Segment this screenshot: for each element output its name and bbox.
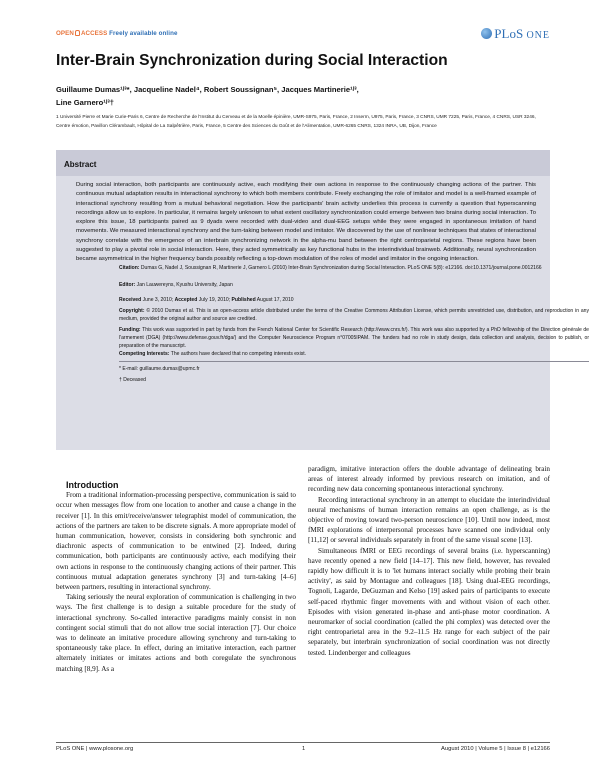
copyright: Copyright: © 2010 Dumas et al. This is an open-access article distributed under the terms of the Creative Commons Attribution License, which permits unrestricted use, distribution, and reproduction in any medium, provided the original author and source are credited. [119,308,589,322]
dates: Received June 3, 2010; Accepted July 19, 2010; Published August 17, 2010 [119,297,294,303]
page-footer [56,742,550,754]
footer-journal: PLoS ONE | www.plosone.org [56,746,134,752]
plos-globe-icon [481,28,492,39]
intro-paragraph-1: From a traditional information-processing perspective, communication is said to occur when messages flow from one location to another and cause a change in the receiver [1]. In this emit/receive/answer telegraphist model of communication, the actions of the partners are taken to be discrete signals. A more appropriate model of human communication, however, consists in considering both synchronic and diachronic aspects of communication to be entwined [2]. Indeed, during communication, both participants are continuously active, each modifying their own actions in response to the continuously changing actions of their partner. This continuous mutual adaptation generates synchrony [3] and turn-taking [4–6] between partners, resulting in interactional synchrony. [56,491,296,592]
open-access-badge [56,30,178,37]
introduction-heading: Introduction [66,480,119,490]
left-column [56,480,296,674]
right-column [308,464,550,658]
intro-paragraph-4: Recording interactional synchrony in an attempt to elucidate the interindividual neural mechanisms of human interaction remains an open challenge, as is the objective of moving toward two-person neuroscience [10]. Until now indeed, most fMRI explorations of interpersonal processes have scanned one individual only [11,12] or several individuals separately in front of the same visual scene [13]. [308,495,550,545]
abstract-heading: Abstract [56,150,550,176]
open-label: OPEN [56,30,74,37]
affiliations: 1 Université Pierre et Marie Curie-Paris 6, Centre de Recherche de l'Institut du Cerveau et de la Moelle épinière, UMR-S975, Paris, France, 2 Inserm, U975, Paris, France, 3 CNRS, UMR 7225, Paris, France, 4 CNRS, USR 3246, Centre émotion, Pavillon Clérambault, Hôpital de La Salpêtrière, Paris, France, 5 Centre des Sciences du Goût et de l'Alimentation, UMR-6265 CNRS, 1324 INRA, UB, Dijon, France [56,115,536,129]
logo-plos: PLoS [494,26,524,41]
meta-divider [119,361,589,362]
footer-issue: August 2010 | Volume 5 | Issue 8 | e12166 [441,746,550,752]
article-title: Inter-Brain Synchronization during Social Interaction [56,52,448,69]
journal-header [56,28,550,44]
editor: Editor: Jan Lauwereyns, Kyushu University, Japan [119,282,233,288]
abstract-box [56,150,589,450]
funding: Funding: This work was supported in part by funds from the French National Center for Scientific Research (http://www.cnrs.fr/). This work was also supported by a PhD fellowship of the Direction générale de l'armement (DGA) (http://www.defense.gouv.fr/dga/) and the Computer Neuroscience Program n°07005IPAM. The funders had no role in study design, data collection and analysis, decision to publish, or preparation of the manuscript. [119,327,589,349]
access-label: ACCESS [80,30,108,37]
authors-line-2: Line Garnero¹ʲ³† [56,98,115,107]
open-lock-icon [75,30,80,36]
logo-one: ONE [526,30,550,41]
competing-interests: Competing Interests: The authors have declared that no competing interests exist. [119,351,307,357]
corresponding-email: * E-mail: guillaume.dumas@upmc.fr [119,366,200,372]
journal-logo [481,26,550,42]
freely-available-label: Freely available online [109,30,178,37]
citation: Citation: Dumas G, Nadel J, Soussignan R, Martinerie J, Garnero L (2010) Inter-Brain Synchronization during Social Interaction. PLoS ONE 5(8): e12166. doi:10.1371/journal.pone.0012166 [119,265,542,271]
abstract-text: During social interaction, both participants are continuously active, each modifying their own actions in response to the continuously changing actions of the partner. This continuous mutual adaptation results in interactional synchrony to which both members contribute. Freely exchanging the role of imitator and model is a well-framed example of interactional synchrony resulting from a mutual behavioral negotiation. How the participants' brain activity underlies this process is currently a question that hyperscanning recordings allow us to explore. In particular, it remains largely unknown to what extent oscillatory synchronization could emerge between two brains during social interaction. To explore this issue, 18 participants paired as 9 dyads were recorded with dual-video and dual-EEG setups while they were engaged in spontaneous imitation of hand movements. We measured interactional synchrony and the turn-taking between model and imitator. We discovered by the use of nonlinear techniques that states of interactional synchrony correlate with the emergence of an interbrain synchronizing network in the alpha-mu band between the right centroparietal regions. These regions have been suggested to play a pivotal role in social interaction. Here, they acted symmetrically as key functional hubs in the interindividual brainweb. Additionally, neural synchronization became asymmetrical in the higher frequency bands possibly reflecting a top-down modulation of the roles of model and imitator in the ongoing interaction. [76,182,536,263]
authors-line-1: Guillaume Dumas¹ʲ³*, Jacqueline Nadel⁴, Robert Soussignan⁵, Jacques Martinerie¹ʲ³, [56,85,359,94]
author-list [56,83,550,109]
deceased-note: † Deceased [119,377,146,383]
page-number: 1 [302,746,306,752]
intro-paragraph-5: Simultaneous fMRI or EEG recordings of several brains (i.e. hyperscanning) have recently opened a new field [14–17]. This new field, however, has revealed rapidly how difficult it is to 'let humans interact socially while probing their brain activity', as said by Montague and colleagues [18]. Using dual-EEG recordings, Tognoli, Lagarde, DeGuzman and Kelso [19] asked pairs of participants to execute self-paced rhythmic finger movements with and without vision of each other. Episodes with vision generated in-phase and anti-phase motor coordination. A neuromarker of social coordination (called the phi complex) was detected over the right centroparietal area in the 9.2–11.5 Hz range for each subject of the pair separately, but interbrain synchronization of social coordination was not directly tested. Lindenberger and colleagues [308,546,550,657]
intro-paragraph-3: paradigm, imitative interaction offers the double advantage of delineating brain areas of interest already informed by previous research on imitation, and of recording new data concerning spontaneous interactional synchrony. [308,465,550,494]
intro-paragraph-2: Taking seriously the neural exploration of communication is challenging in two ways. The first challenge is to design a suitable procedure for the study of interactional synchrony. So-called interactive paradigms mainly consist in non contingent social stimuli that do not allow true social interaction [7]. Our choice was to delineate an imitative procedure allowing synchrony and turn-taking to spontaneously take place. In effect, during an imitative interaction, each partner alternately initiates or imitates actions and both coregulate the synchronous matching [8,9]. As a [56,593,296,673]
